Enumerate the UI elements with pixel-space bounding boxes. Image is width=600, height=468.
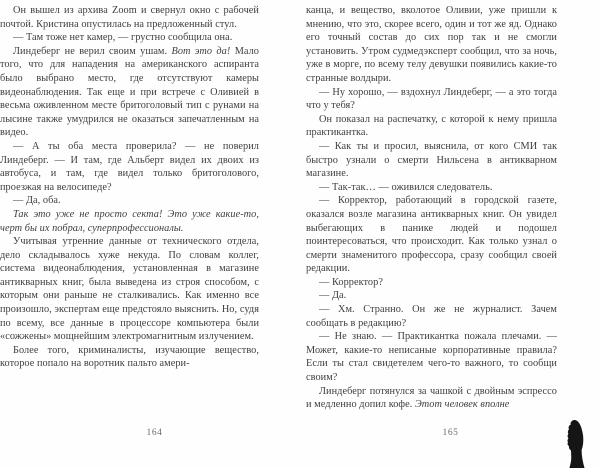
right-page — [306, 4, 557, 412]
paragraph — [0, 31, 259, 45]
paragraph — [306, 113, 557, 140]
page-text — [306, 4, 557, 412]
page-number-right: 165 — [442, 428, 459, 438]
body-text: — Как ты и просил, выяснила, от кого СМИ так быстро узнали о смерти Нильсена в антикварном магазине. — [306, 140, 557, 180]
body-text: — Да, оба. — [13, 195, 61, 207]
body-text: — Ну хорошо, — вздохнул Линдеберг, — а это тогда что у тебя? — [306, 86, 557, 112]
body-text: — Хм. Странно. Он же не журналист. Зачем сообщать в редакцию? — [306, 304, 557, 329]
paragraph — [306, 330, 557, 384]
body-text: — Корректор? — [319, 276, 383, 288]
body-text: Линдеберг не верил своим ушам. — [13, 45, 172, 57]
paragraph — [306, 303, 557, 330]
body-text: Он вышел из архива Zoom и свернул окно с рабочей почтой. Кристина опустилась на предложенный стул. — [0, 5, 259, 30]
paragraph — [0, 235, 259, 344]
body-text: — Там тоже нет камер, — грустно сообщила она. — [13, 32, 233, 44]
paragraph — [306, 289, 557, 303]
paragraph — [306, 140, 557, 181]
paragraph — [306, 4, 557, 86]
paragraph — [306, 194, 557, 276]
body-text: — А ты оба места проверила? — не поверил Линдеберг. — И там, где Альберт видел их двоих из автобуса, и там, где видел только бритоголового, проезжая на велосипеде? — [0, 140, 259, 193]
paragraph — [306, 276, 557, 290]
paragraph — [0, 194, 259, 208]
paragraph — [306, 181, 557, 195]
body-text: Он показал на распечатку, с которой к нему пришла практикантка. — [306, 113, 557, 139]
body-text: — Корректор, работающий в городской газете, оказался возле магазина антикварных книг. Он увидел выбегающих в панике людей и подошел поинтересоваться, что происходит. Как только узнал о смерти знаменитого профессора, сразу сообщил своей редакции. — [306, 195, 557, 275]
paragraph — [0, 4, 259, 31]
body-text: Линдеберг потянулся за чашкой с двойным эспрессо и медленно допил кофе. — [306, 385, 557, 411]
body-text: Мало того, что для нападения на американского аспиранта было выбрано место, где отсутствуют камеры видеонаблюдения. Так еще и при встрече с Оливией в весьма оживленном месте бритоголовый тип с рунами на лысине также умудрился не оказаться запечатленным на видео. — [0, 45, 259, 139]
page-text — [0, 4, 259, 371]
body-text: — Да. — [319, 290, 347, 302]
paragraph — [0, 140, 259, 194]
paragraph — [306, 86, 557, 113]
italic-text: Так это уже не просто секта! Это уже какие-то, черт бы их побрал, суперпрофессионалы. — [0, 208, 259, 234]
body-text: Более того, криминалисты, изучающие вещество, которое попало на воротник пальто амери- — [0, 344, 259, 370]
body-text: Учитывая утренние данные от технического отдела, дело складывалось хуже некуда. По словам коллег, система видеонаблюдения, установленная в магазине антикварных книг, была выведена из строя способом, с которым они раньше не сталкивались. Как именно все произошло, экспертам еще предстояло выяснить. Но, судя по всему, все данные в процессоре компьютера были «сожжены» мощнейшим электромагнитным излучением. — [0, 236, 259, 343]
body-text: канца, и вещество, вколотое Оливии, уже пришли к мнению, что это, скорее всего, один и тот же яд. Однако его точный состав до сих пор так и не смогли установить. Утром судмедэксперт сообщил, что за ночь, уже в морге, по всему телу девушки появились какие-то странные волдыри. — [306, 5, 557, 84]
italic-text: Этот человек вполне — [415, 399, 510, 411]
italic-text: Вот это да! — [171, 45, 231, 57]
paragraph — [306, 385, 557, 412]
left-page — [0, 4, 259, 371]
page-number-left: 164 — [146, 428, 163, 438]
paragraph — [0, 45, 259, 140]
paragraph — [0, 344, 259, 371]
body-text: — Так-так… — оживился следователь. — [319, 181, 493, 193]
body-text: — Не знаю. — Практикантка пожала плечами. — Может, какие-то неписаные корпоративные правила? Если ты стал свидетелем чего-то важного, то сообщи своим? — [306, 331, 557, 384]
paragraph — [0, 208, 259, 235]
